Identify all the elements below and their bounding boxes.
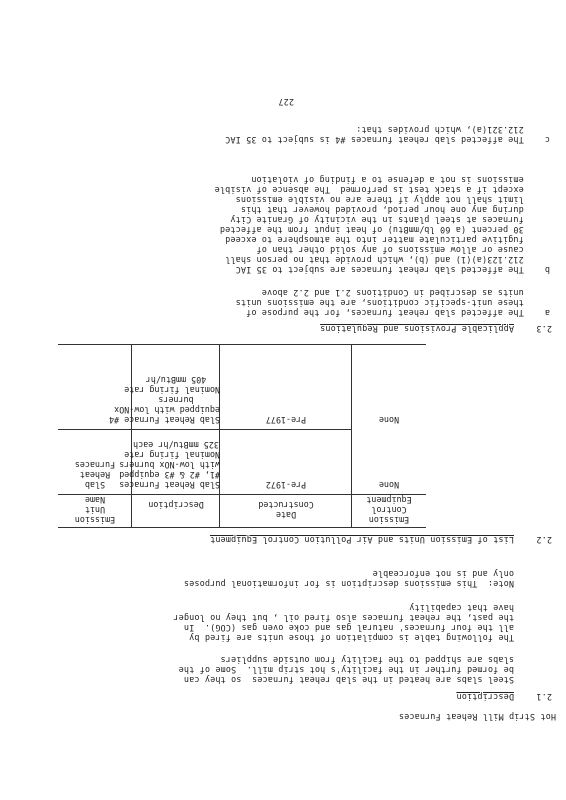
table-cell: None [378,415,400,425]
table-cell: Reheat [79,470,111,480]
table-cell: Furnaces [74,460,116,470]
body-line: emissions is not a defense to a finding of violation [251,175,550,185]
table-header: Unit [84,505,106,515]
body-line: 212.123(a)(1) and (b), which provide that no person shall [224,255,550,265]
table-cell: with low-NOx burners [119,460,220,470]
body-line: slabs are shipped to the facility from outside suppliers [220,655,514,665]
section-heading: Applicable Provisions and Regulations [320,324,514,334]
table-cell: equipped with low-NOx [114,405,220,415]
note-line: only and is not enforceable [372,569,514,579]
table-header: Equipment [366,495,412,505]
table-cell: Slab Reheat Furnace #4 [109,415,220,425]
body-line: these unit-specific conditions, are the emissions units [235,298,550,308]
body-line: except if a stack test is performed The absence of visible [214,185,550,195]
table-rule [58,344,426,345]
table-header: Constructed [258,500,314,510]
body-line: all the four furnaces' natural gas and coke oven gas (COG). In [183,623,514,633]
doc-title: Hot Strip Mill Reheat Furnaces [398,712,556,722]
body-line: 212.321(a), which provides that: [356,125,550,135]
table-cell: Pre-1972 [265,480,307,490]
table-cell: None [378,480,400,490]
note-line: Note: This emissions description is for informational purposes [183,579,514,589]
table-rule [58,429,352,430]
body-line: during any one hour period, provided however that this [240,205,550,215]
table-header: Emission [74,515,116,525]
table-header: Control [371,505,407,515]
table-rule [58,527,426,528]
table-cell: Slab Reheat Furnaces [119,480,220,490]
body-line: 30 percent (a 60 lb/mmBtu) of heat input from the affected [219,225,550,235]
body-line: have that capability [409,603,514,613]
body-line: units as described in Conditions 2.1 and 2.2 above [261,288,550,298]
body-line: limit shall not apply if there are no visible emissions [235,195,550,205]
body-line: Steel slabs are heated in the slab reheat furnaces so they can [183,675,514,685]
body-line: be formed further in the facility's hot strip mill. Some of the [178,665,514,675]
body-line: The following table is compilation of those units are fired by [188,633,514,643]
body-line: c The affected slab reheat furnaces #4 is subject to 35 IAC [224,135,550,145]
body-line: fugitive particulate matter into the atmosphere to exceed [224,235,550,245]
table-header: Emission [368,515,410,525]
section-number: 2.2 [536,535,552,545]
page-number: 227 [278,97,294,107]
body-line: b The affected slab reheat furnaces are subject to 35 IAC [235,265,550,275]
body-line: cause or allow emissions of any solid other than of [256,245,550,255]
table-header: Description [148,500,204,510]
body-line: the past, the reheat furnaces also fired oil , but they no longer [173,613,514,623]
table-cell: Nominal firing rate [124,450,220,460]
body-line: a The affected slab reheat furnaces, for the purpose of [245,308,550,318]
table-cell: burners [158,395,194,405]
table-cell: Nominal firing rate [124,385,220,395]
table-cell: 325 mmBtu/hr each [133,440,219,450]
body-line: furnaces at steel plants in the vicinity of Granite City [230,215,550,225]
section-number: 2.3 [536,324,552,334]
table-header: Date [275,510,297,520]
table-header: Name [84,495,106,505]
section-heading: List of Emission Units and Air Pollution Control Equipment [209,535,514,545]
section-heading: Description [456,692,514,702]
table-cell: #1, #2 & #3 equipped [119,470,220,480]
section-number: 2.1 [536,692,552,702]
table-cell: 405 mmBtu/hr [145,375,207,385]
table-cell: Slab [84,480,106,490]
table-cell: Pre-1977 [265,415,307,425]
